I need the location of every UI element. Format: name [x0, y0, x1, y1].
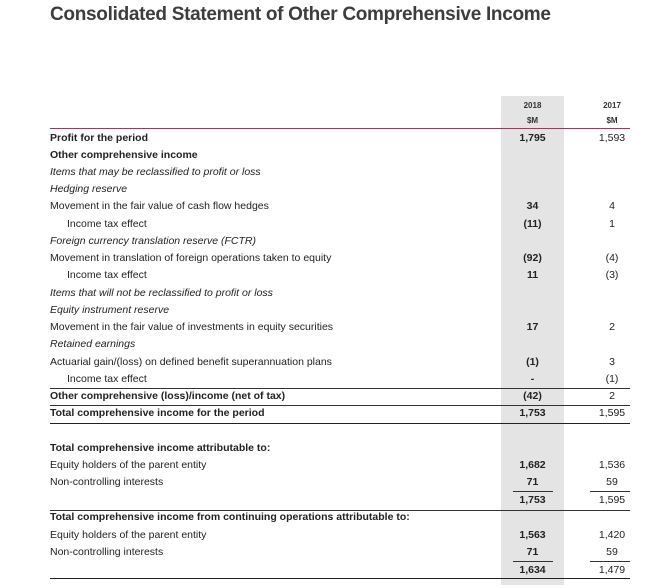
value-2017: 3: [609, 356, 615, 368]
value-2017: 1,595: [598, 494, 626, 506]
column-header-2018-unit: $M: [526, 116, 539, 125]
row-label: Non-controlling interests: [50, 476, 164, 488]
table-row: [50, 250, 630, 267]
value-2017: (1): [605, 373, 619, 385]
value-2017: 1,536: [598, 459, 626, 471]
value-2018: 1,563: [519, 529, 546, 541]
subtotal-rule-2018-cont: [513, 561, 553, 562]
value-2018: 71: [526, 476, 539, 488]
table-row: [50, 405, 630, 422]
row-label: Foreign currency translation reserve (FCTR): [50, 235, 256, 247]
row-label: Equity holders of the parent entity: [50, 529, 207, 541]
column-header-2018-year: 2018: [523, 101, 542, 110]
value-2018: (11): [523, 218, 542, 230]
table-row: [50, 354, 630, 371]
value-2018: 71: [526, 546, 539, 558]
row-label: Items that may be reclassified to profit or loss: [50, 166, 261, 178]
table-row: [50, 388, 630, 405]
row-label: Retained earnings: [50, 338, 136, 350]
rule-after-attributable-total: [50, 510, 630, 511]
row-label: Total comprehensive income from continuing operations attributable to:: [50, 511, 410, 523]
value-2018: -: [530, 373, 535, 385]
table-row: [50, 562, 630, 579]
value-2017: (3): [605, 269, 619, 281]
value-2018: (92): [523, 252, 542, 264]
table-row: [50, 457, 630, 474]
table-row: [50, 285, 630, 302]
row-label: Other comprehensive income: [50, 149, 198, 161]
table-row: [50, 371, 630, 388]
row-label: Equity instrument reserve: [50, 304, 170, 316]
table-row: [50, 164, 630, 181]
table-row: [50, 492, 630, 509]
row-label: Income tax effect: [67, 218, 147, 230]
table-row: [50, 319, 630, 336]
table-row: [50, 216, 630, 233]
row-label: Non-controlling interests: [50, 546, 164, 558]
table-row: [50, 544, 630, 561]
rule-before-total: [50, 405, 630, 406]
row-label: Total comprehensive income attributable to:: [50, 442, 271, 454]
subtotal-rule-2017: [590, 491, 630, 492]
value-2018: 1,634: [519, 564, 546, 576]
value-2018: 1,795: [519, 132, 546, 144]
table-row: [50, 509, 630, 526]
page-title: Consolidated Statement of Other Comprehensive Income: [50, 4, 551, 25]
row-label: Income tax effect: [67, 373, 147, 385]
subtotal-rule-2017-cont: [590, 561, 630, 562]
value-2018: 34: [526, 200, 539, 212]
value-2017: 1,420: [598, 529, 626, 541]
table-row: [50, 181, 630, 198]
rule-after-total: [50, 423, 630, 424]
table-row: [50, 233, 630, 250]
rule-before-oci-total: [50, 388, 630, 389]
value-2018: 11: [526, 269, 539, 281]
value-2017: 2: [609, 321, 615, 333]
value-2017: 1,593: [598, 132, 626, 144]
value-2017: 1: [609, 218, 615, 230]
value-2017: 1,479: [598, 564, 626, 576]
row-label: Movement in translation of foreign operations taken to equity: [50, 252, 332, 264]
row-label: Other comprehensive (loss)/income (net of tax): [50, 390, 286, 402]
value-2017: 2: [609, 390, 615, 402]
table-row: [50, 527, 630, 544]
table-row: [50, 302, 630, 319]
value-2018: (42): [523, 390, 542, 402]
value-2017: 1,595: [598, 407, 626, 419]
row-label: Equity holders of the parent entity: [50, 459, 207, 471]
row-label: Total comprehensive income for the period: [50, 407, 265, 419]
table-row: [50, 267, 630, 284]
row-label: Movement in the fair value of investments in equity securities: [50, 321, 334, 333]
column-header-2017-unit: $M: [606, 116, 618, 125]
value-2018: 17: [526, 321, 539, 333]
value-2017: 4: [609, 200, 615, 212]
table-row: [50, 474, 630, 491]
table-row: [50, 440, 630, 457]
row-label: Movement in the fair value of cash flow hedges: [50, 200, 269, 212]
value-2018: (1): [526, 356, 539, 368]
table-row: [50, 336, 630, 353]
value-2018: 1,682: [519, 459, 546, 471]
value-2017: 59: [606, 476, 618, 488]
rule-after-continuing-total: [50, 578, 630, 579]
table-row: [50, 198, 630, 215]
value-2018: 1,753: [519, 494, 546, 506]
row-label: Profit for the period: [50, 132, 148, 144]
value-2017: (4): [605, 252, 619, 264]
value-2017: 59: [606, 546, 618, 558]
row-label: Hedging reserve: [50, 183, 128, 195]
row-label: Actuarial gain/(loss) on defined benefit superannuation plans: [50, 356, 332, 368]
value-2018: 1,753: [519, 407, 546, 419]
table-row: [50, 130, 630, 147]
row-label: Income tax effect: [67, 269, 147, 281]
table-row: [50, 147, 630, 164]
row-label: Items that will not be reclassified to profit or loss: [50, 287, 273, 299]
column-header-2017-year: 2017: [603, 101, 621, 110]
subtotal-rule-2018: [513, 491, 553, 492]
